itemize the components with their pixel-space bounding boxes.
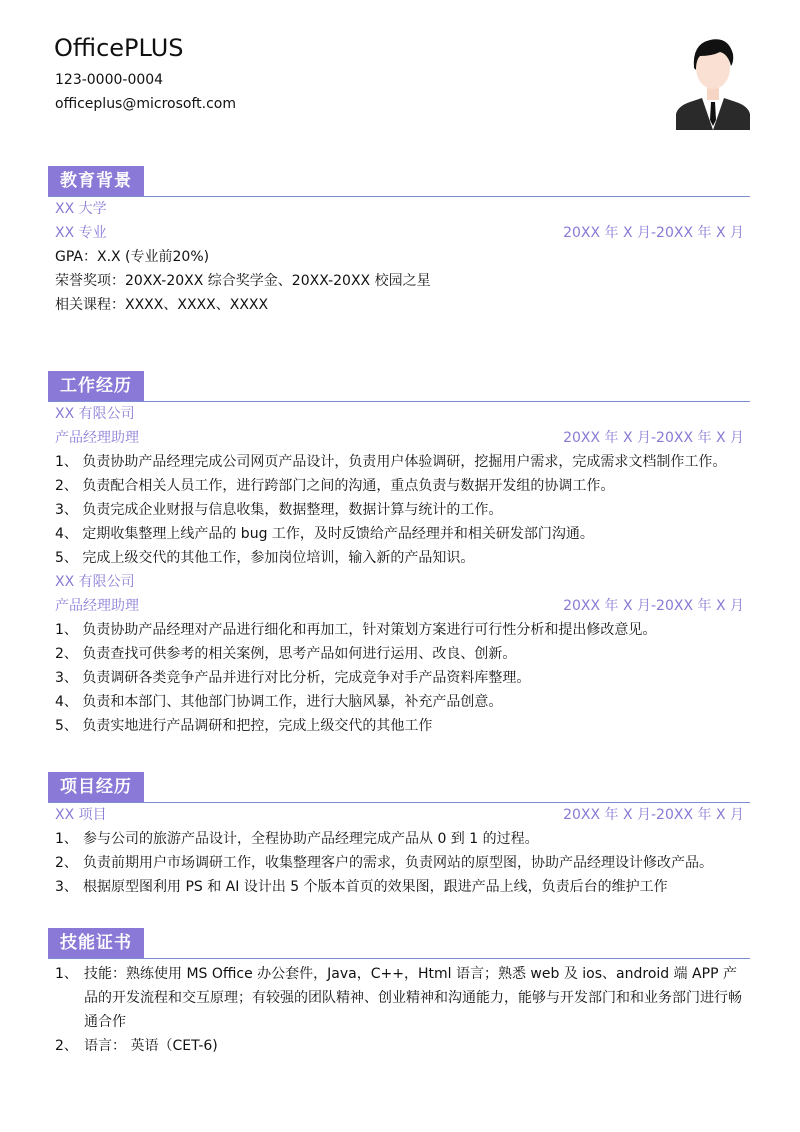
role-name: 产品经理助理 bbox=[55, 598, 139, 614]
list-item bbox=[48, 962, 750, 1034]
courses-line: 相关课程：XXXX、XXXX、XXXX bbox=[55, 297, 269, 313]
list-item: 1、 负责协助产品经理对产品进行细化和再加工，针对策划方案进行可行性分析和提出修改意见。 bbox=[55, 622, 657, 638]
section-header bbox=[48, 928, 750, 959]
date-range: 20XX 年 X 月-20XX 年 X 月 bbox=[563, 598, 744, 614]
list-item: 4、 定期收集整理上线产品的 bug 工作，及时反馈给产品经理并和相关研发部门沟通。 bbox=[55, 526, 594, 542]
list-item: 3、 负责完成企业财报与信息收集，数据整理，数据计算与统计的工作。 bbox=[55, 502, 503, 518]
item-text: 根据原型图利用 PS 和 AI 设计出 5 个版本首页的效果图，跟进产品上线，负责后台的维护工作 bbox=[83, 879, 668, 895]
item-number: 1、 bbox=[55, 831, 78, 847]
date-range: 20XX 年 X 月-20XX 年 X 月 bbox=[563, 430, 744, 446]
email-address: officeplus@microsoft.com bbox=[55, 96, 236, 112]
list-item bbox=[48, 875, 750, 899]
project-row bbox=[48, 803, 750, 827]
education-section bbox=[48, 166, 750, 317]
item-text: 负责前期用户市场调研工作，收集整理客户的需求，负责网站的原型图，协助产品经理设计修改产品。 bbox=[83, 855, 713, 871]
date-range: 20XX 年 X 月-20XX 年 X 月 bbox=[563, 225, 744, 241]
list-item bbox=[48, 1034, 750, 1058]
list-item: 2、 负责配合相关人员工作，进行跨部门之间的沟通，重点负责与数据开发组的协调工作。 bbox=[55, 478, 615, 494]
role-row bbox=[48, 594, 750, 618]
gpa-line: GPA：X.X (专业前20%) bbox=[55, 249, 210, 265]
profile-avatar bbox=[676, 32, 750, 130]
role-row bbox=[48, 426, 750, 450]
section-title: 工作经历 bbox=[48, 371, 144, 401]
list-item bbox=[48, 851, 750, 875]
list-item: 3、 负责调研各类竞争产品并进行对比分析，完成竞争对手产品资料库整理。 bbox=[55, 670, 531, 686]
major-row bbox=[48, 221, 750, 245]
project-section bbox=[48, 772, 750, 899]
list-item: 2、 负责查找可供参考的相关案例，思考产品如何进行运用、改良、创新。 bbox=[55, 646, 517, 662]
candidate-name: OfficePLUS bbox=[54, 34, 184, 62]
section-title: 教育背景 bbox=[48, 166, 144, 196]
item-text: 技能：熟练使用 MS Office 办公套件，Java，C++，Html 语言；熟悉 web 及 ios、android 端 APP 产品的开发流程和交互原理；有较强的团队精神、创业精神和沟通能力，能够与开发部门和和业务部门进行畅通合作 bbox=[84, 966, 742, 1030]
company-name: XX 有限公司 bbox=[55, 406, 135, 422]
section-header bbox=[48, 166, 750, 197]
date-range: 20XX 年 X 月-20XX 年 X 月 bbox=[563, 807, 744, 823]
list-item: 5、 完成上级交代的其他工作，参加岗位培训，输入新的产品知识。 bbox=[55, 550, 475, 566]
skills-section bbox=[48, 928, 750, 1058]
major-name: XX 专业 bbox=[55, 225, 107, 241]
company-name: XX 有限公司 bbox=[55, 574, 135, 590]
list-item: 1、 负责协助产品经理完成公司网页产品设计，负责用户体验调研，挖掘用户需求，完成需求文档制作工作。 bbox=[55, 454, 727, 470]
section-header bbox=[48, 371, 750, 402]
item-number: 3、 bbox=[55, 879, 78, 895]
item-number: 2、 bbox=[55, 1038, 78, 1054]
section-title: 技能证书 bbox=[48, 928, 144, 958]
phone-number: 123-0000-0004 bbox=[55, 72, 164, 88]
item-text: 参与公司的旅游产品设计，全程协助产品经理完成产品从 0 到 1 的过程。 bbox=[83, 831, 539, 847]
item-number: 2、 bbox=[55, 855, 78, 871]
item-text: 语言： 英语（CET-6) bbox=[84, 1038, 218, 1054]
work-section bbox=[48, 371, 750, 738]
project-name: XX 项目 bbox=[55, 807, 107, 823]
list-item: 5、 负责实地进行产品调研和把控，完成上级交代的其他工作 bbox=[55, 718, 433, 734]
role-name: 产品经理助理 bbox=[55, 430, 139, 446]
school-name: XX 大学 bbox=[55, 201, 107, 217]
honors-line: 荣誉奖项：20XX-20XX 综合奖学金、20XX-20XX 校园之星 bbox=[55, 273, 431, 289]
list-item bbox=[48, 827, 750, 851]
section-title: 项目经历 bbox=[48, 772, 144, 802]
list-item: 4、 负责和本部门、其他部门协调工作，进行大脑风暴，补充产品创意。 bbox=[55, 694, 503, 710]
item-number: 1、 bbox=[55, 966, 78, 982]
section-header bbox=[48, 772, 750, 803]
